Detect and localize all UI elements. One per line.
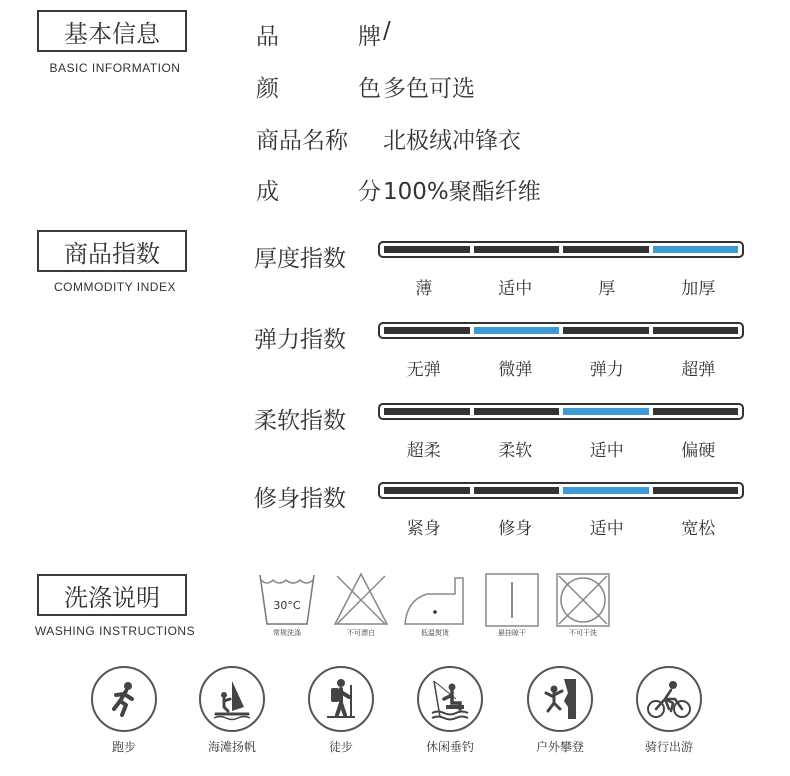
- fit-index-bar: [378, 482, 744, 499]
- wash-caption: 不可干洗: [569, 629, 597, 637]
- elasticity-index-title: 弹力指数: [254, 327, 346, 353]
- info-label: [256, 18, 381, 51]
- fit-index-title: 修身指数: [254, 486, 346, 512]
- index-segment: [653, 408, 739, 415]
- commodity-index-heading: [37, 230, 187, 272]
- index-label: 紧身: [406, 519, 441, 539]
- washing-title: 洗涤说明: [64, 583, 160, 612]
- activity-caption: 骑行出游: [644, 740, 693, 754]
- info-value: 100%聚酯纤维: [383, 179, 541, 205]
- label-part: 成: [256, 179, 279, 205]
- no-bleach-icon: [333, 572, 389, 628]
- index-label: 加厚: [681, 279, 716, 299]
- hiking-icon: [308, 666, 374, 732]
- index-segment: [653, 327, 739, 334]
- index-label: 宽松: [681, 519, 716, 539]
- index-segment: [384, 408, 470, 415]
- index-label: 适中: [589, 519, 624, 539]
- washing-heading: [37, 574, 187, 616]
- iron-low-icon: [403, 572, 467, 628]
- basic-info-title: 基本信息: [64, 19, 160, 48]
- wash-caption: 低温熨烫: [421, 629, 449, 637]
- info-row-product-name: [256, 122, 521, 155]
- info-value: /: [383, 18, 391, 44]
- thickness-index-labels: [378, 274, 744, 299]
- index-segment: [474, 487, 560, 494]
- index-segment: [563, 487, 649, 494]
- index-segment: [474, 327, 560, 334]
- info-value: 多色可选: [383, 76, 475, 102]
- index-segment: [653, 487, 739, 494]
- thickness-index-title: 厚度指数: [254, 246, 346, 272]
- index-segment: [563, 327, 649, 334]
- info-label: [256, 122, 381, 155]
- info-label: [256, 173, 381, 206]
- commodity-index-title: 商品指数: [64, 239, 160, 268]
- softness-index-title: 柔软指数: [254, 408, 346, 434]
- info-row-color: [256, 70, 475, 103]
- index-label: 微弹: [498, 360, 533, 380]
- windsurfing-icon: [199, 666, 265, 732]
- index-segment: [384, 487, 470, 494]
- info-row-brand: [256, 18, 391, 51]
- activity-caption: 海滩扬帆: [207, 740, 256, 754]
- activity-caption: 徒步: [328, 740, 353, 754]
- running-icon: [91, 666, 157, 732]
- cycling-icon: [636, 666, 702, 732]
- index-label: 超柔: [406, 441, 441, 461]
- wash-caption: 悬挂晾干: [498, 629, 526, 637]
- washing-subtitle: WASHING INSTRUCTIONS: [34, 624, 196, 638]
- climbing-icon: [527, 666, 593, 732]
- softness-index-bar: [378, 403, 744, 420]
- fishing-icon: [417, 666, 483, 732]
- wash-caption: 常规洗涤: [273, 629, 301, 637]
- hang-dry-icon: [484, 572, 540, 628]
- wash-caption: 不可漂白: [347, 629, 375, 637]
- label-part: 色: [358, 76, 381, 102]
- wash-temperature: 30°C: [273, 599, 301, 612]
- info-value: 北极绒冲锋衣: [383, 128, 521, 154]
- index-segment: [474, 246, 560, 253]
- softness-index-labels: [378, 436, 744, 461]
- index-segment: [474, 408, 560, 415]
- index-label: 弹力: [589, 360, 624, 380]
- index-label: 修身: [498, 519, 533, 539]
- index-label: 超弹: [681, 360, 716, 380]
- index-label: 无弹: [406, 360, 441, 380]
- label-part: 品: [256, 24, 279, 50]
- index-label: 柔软: [498, 441, 533, 461]
- index-segment: [384, 246, 470, 253]
- activity-caption: 户外攀登: [535, 740, 584, 754]
- index-segment: [563, 246, 649, 253]
- no-dry-clean-icon: [555, 572, 611, 628]
- activity-caption: 跑步: [111, 740, 136, 754]
- fit-index-labels: [378, 514, 744, 539]
- index-label: 适中: [589, 441, 624, 461]
- label-part: 商品名称: [256, 128, 348, 154]
- elasticity-index-bar: [378, 322, 744, 339]
- label-part: 牌: [358, 24, 381, 50]
- label-part: 分: [358, 179, 381, 205]
- index-segment: [563, 408, 649, 415]
- elasticity-index-labels: [378, 355, 744, 380]
- thickness-index-bar: [378, 241, 744, 258]
- info-row-material: [256, 173, 541, 206]
- commodity-index-subtitle: COMMODITY INDEX: [54, 280, 176, 294]
- index-segment: [653, 246, 739, 253]
- index-label: 厚: [598, 279, 616, 299]
- index-label: 偏硬: [681, 441, 716, 461]
- activity-caption: 休闲垂钓: [425, 740, 474, 754]
- wash-tub-icon: [259, 572, 315, 628]
- index-segment: [384, 327, 470, 334]
- info-label: [256, 70, 381, 103]
- basic-info-heading: [37, 10, 187, 52]
- basic-info-subtitle: BASIC INFORMATION: [49, 61, 181, 75]
- index-label: 适中: [498, 279, 533, 299]
- label-part: 颜: [256, 76, 279, 102]
- index-label: 薄: [415, 279, 433, 299]
